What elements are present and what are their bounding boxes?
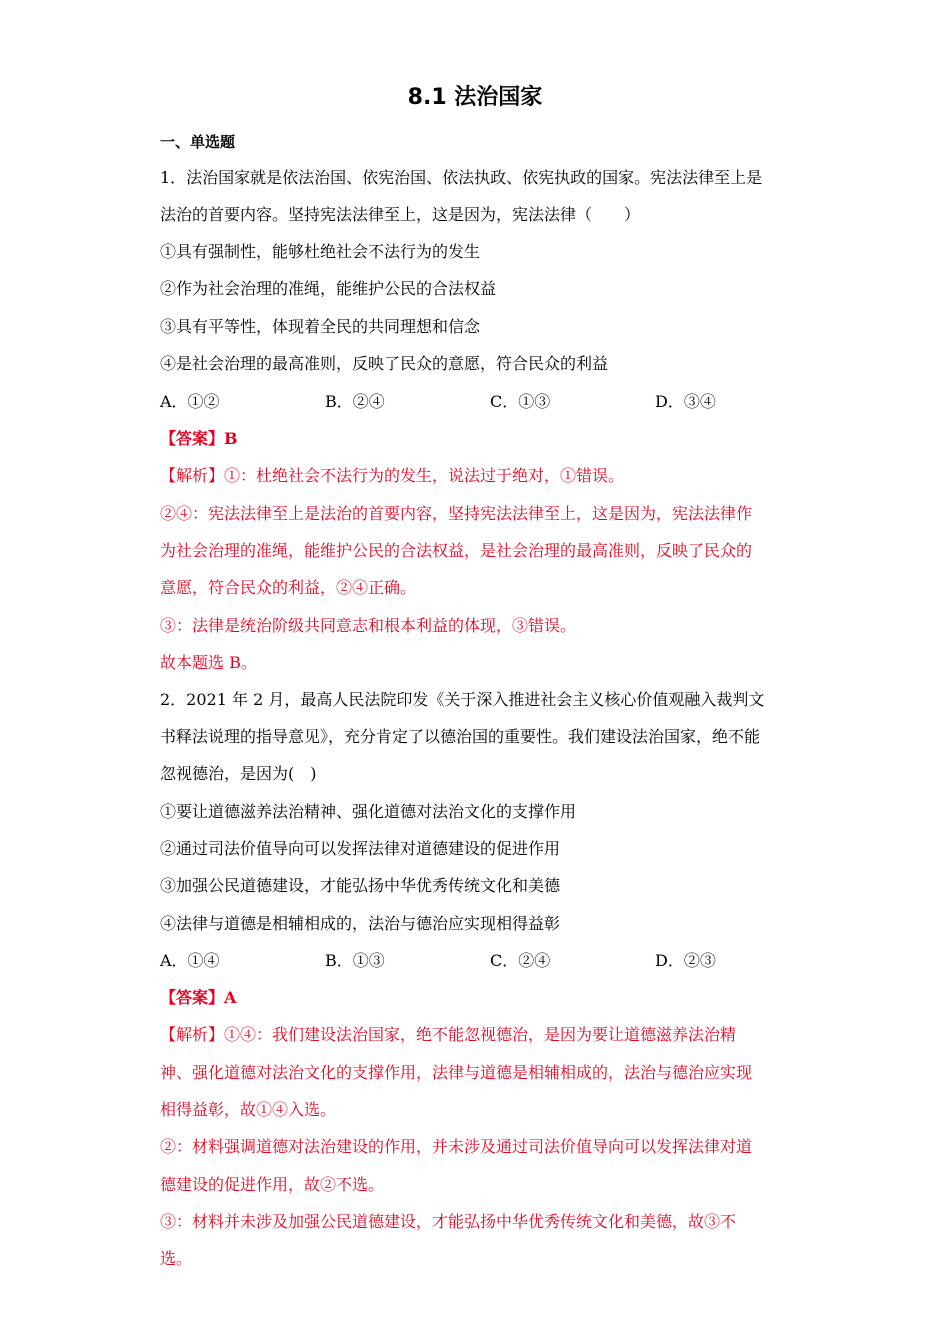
q1-option-d: D．③④ [655, 392, 716, 411]
q2-item: ③加强公民道德建设，才能弘扬中华优秀传统文化和美德 [160, 876, 561, 895]
q2-option-c: C．②④ [490, 951, 551, 970]
q1-conclusion: 故本题选 B。 [160, 653, 257, 672]
q2-answer: 【答案】A [160, 988, 237, 1007]
q1-item: ①具有强制性，能够杜绝社会不法行为的发生 [160, 242, 481, 261]
q1-item: ④是社会治理的最高准则，反映了民众的意愿，符合民众的利益 [160, 354, 609, 373]
q1-stem-line: 1．法治国家就是依法治国、依宪治国、依法执政、依宪执政的国家。宪法法律至上是 [160, 168, 763, 187]
q2-analysis-line: 相得益彰，故①④入选。 [160, 1100, 337, 1119]
q2-stem-line: 书释法说理的指导意见》，充分肯定了以德治国的重要性。我们建设法治国家，绝不能 [160, 727, 761, 746]
q2-stem-line: 忽视德治，是因为( ) [160, 764, 317, 783]
q1-option-b: B．②④ [325, 392, 385, 411]
q2-option-a: A．①④ [160, 951, 220, 970]
q2-analysis-line: 选。 [160, 1249, 193, 1268]
q2-analysis-line: 德建设的促进作用，故②不选。 [160, 1175, 385, 1194]
q1-analysis-line: 意愿，符合民众的利益，②④正确。 [160, 578, 417, 597]
q1-analysis-line: ③：法律是统治阶级共同意志和根本利益的体现，③错误。 [160, 616, 577, 635]
section-heading: 一、单选题 [160, 133, 236, 151]
q2-analysis-line: ③：材料并未涉及加强公民道德建设，才能弘扬中华优秀传统文化和美德，故③不 [160, 1212, 737, 1231]
q1-analysis-line: 为社会治理的准绳，能维护公民的合法权益，是社会治理的最高准则，反映了民众的 [160, 541, 753, 560]
q2-item: ④法律与道德是相辅相成的，法治与德治应实现相得益彰 [160, 914, 561, 933]
q2-option-b: B．①③ [325, 951, 385, 970]
q1-answer: 【答案】B [160, 429, 238, 448]
q2-stem-line: 2．2021 年 2 月，最高人民法院印发《关于深入推进社会主义核心价值观融入裁判文 [160, 690, 765, 709]
q1-option-a: A．①② [160, 392, 220, 411]
q2-item: ②通过司法价值导向可以发挥法律对道德建设的促进作用 [160, 839, 561, 858]
q2-analysis-line: ②：材料强调道德对法治建设的作用，并未涉及通过司法价值导向可以发挥法律对道 [160, 1137, 753, 1156]
page-title: 8.1 法治国家 [407, 85, 543, 110]
q1-item: ③具有平等性，体现着全民的共同理想和信念 [160, 317, 481, 336]
q1-item: ②作为社会治理的准绳，能维护公民的合法权益 [160, 279, 497, 298]
q1-analysis-line: ②④：宪法法律至上是法治的首要内容，坚持宪法法律至上，这是因为，宪法法律作 [160, 504, 753, 523]
q1-option-c: C．①③ [490, 392, 551, 411]
q2-item: ①要让道德滋养法治精神、强化道德对法治文化的支撑作用 [160, 802, 577, 821]
q1-stem-line: 法治的首要内容。坚持宪法法律至上，这是因为，宪法法律（ ） [160, 205, 641, 224]
q1-analysis-line: 【解析】①：杜绝社会不法行为的发生，说法过于绝对，①错误。 [160, 466, 625, 485]
q2-option-d: D．②③ [655, 951, 716, 970]
q2-analysis-line: 【解析】①④：我们建设法治国家，绝不能忽视德治，是因为要让道德滋养法治精 [160, 1025, 737, 1044]
q2-analysis-line: 神、强化道德对法治文化的支撑作用，法律与道德是相辅相成的，法治与德治应实现 [160, 1063, 753, 1082]
